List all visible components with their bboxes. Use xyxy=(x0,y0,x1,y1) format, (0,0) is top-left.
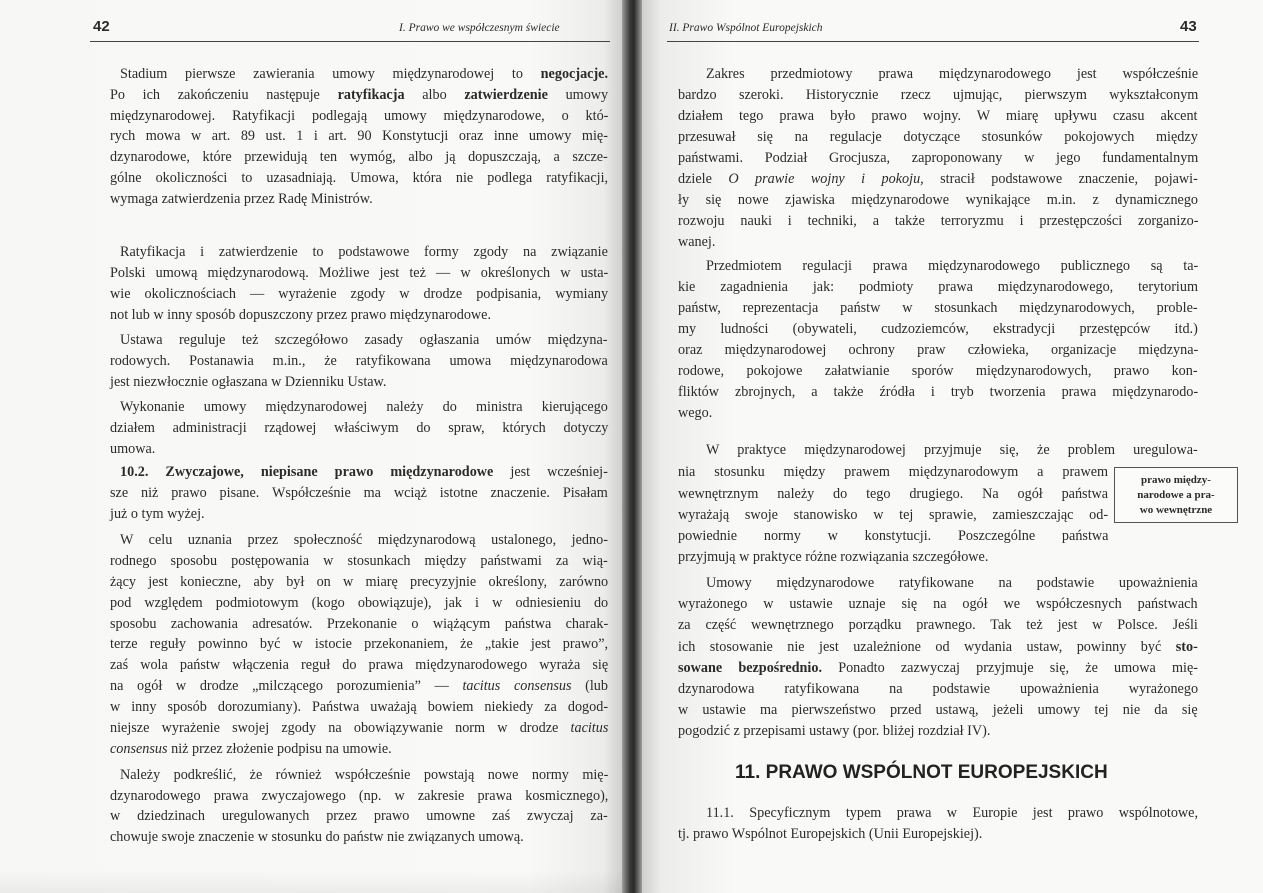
text-line: zaś wola państw włączenia reguł do prawa międzynarodowego wyraża się xyxy=(110,657,609,673)
margin-note-line: wo wewnętrzne xyxy=(1139,504,1213,516)
text-line: sposobu zachowania adresatów. Przekonanie o wiążącym państwa charak- xyxy=(110,616,609,632)
text-line: sze niż prawo pisane. Współcześnie ma wciąż istotne znaczenie. Pisałam xyxy=(110,485,608,501)
text-line: działem administracji rządowej właściwym do spraw, których dotyczy xyxy=(110,420,609,436)
text-line: chowuje swoje znaczenie w stosunku do państw nie związanych umową. xyxy=(110,829,524,845)
bold-text: 10.2. Zwyczajowe, niepisane prawo międzynarodowe xyxy=(120,464,494,480)
text-line: pod względem podmiotowym (kogo obowiązuje), jak i w odniesieniu do xyxy=(110,595,609,611)
text-line: bardzo szeroki. Historycznie rzecz ujmując, pierwszym wykształconym xyxy=(678,87,1199,103)
text-line: rodnego sposobu postępowania w stosunkach między państwami za wią- xyxy=(110,553,608,569)
page-number: 42 xyxy=(93,18,110,35)
text-line: umowa. xyxy=(110,441,156,457)
text-line: ły się nowe zjawiska międzynarodowe wynikające m.in. z dynamicznego xyxy=(678,192,1199,208)
margin-note-line: narodowe a pra- xyxy=(1137,489,1215,501)
text-line: terze reguły powinno być w istocie przekonaniem, że „takie jest prawo”, xyxy=(110,636,609,652)
text-line: w inny sposób dorozumiany). Państwa uważają bowiem niekiedy za dogod- xyxy=(110,699,609,715)
text-line: już o tym wyżej. xyxy=(110,506,205,522)
text-line: powiednie normy w konstytucji. Poszczególne państwa xyxy=(678,528,1109,544)
text-line: działem tego prawa było prawo wojny. W miarę upływu czasu akcent xyxy=(678,108,1198,124)
italic-text: tacitus xyxy=(570,720,609,736)
book-spine xyxy=(622,0,642,893)
italic-text: tacitus consensus xyxy=(462,678,572,694)
text-line: W praktyce międzynarodowej przyjmuje się, że problem uregulowa- xyxy=(706,442,1198,458)
text-line: consensus niż przez złożenie podpisu na umowie. xyxy=(110,741,392,757)
margin-note-line: prawo między- xyxy=(1141,474,1211,486)
text-line: Ratyfikacja i zatwierdzenie to podstawowe formy zgody na związanie xyxy=(120,244,608,260)
text-line: Po ich zakończeniu następuje ratyfikacja albo zatwierdzenie umowy xyxy=(110,87,609,103)
text-line: przyjmują w praktyce różne rozwiązania szczegółowe. xyxy=(678,549,989,565)
left-page xyxy=(0,0,622,893)
text-line: rodowych. Postanawia m.in., że ratyfikowana umowa międzynarodowa xyxy=(110,353,608,369)
text-line: wyrażonego w ustawie uznaje się na ogół we współczesnych państwach xyxy=(678,596,1198,612)
text-line: przesuwał się na regulacje dotyczące stosunków pokojowych między xyxy=(678,129,1198,145)
text-line: Polski umową międzynarodową. Możliwe jest też — w określonych w usta- xyxy=(110,265,609,281)
italic-text: consensus xyxy=(110,741,168,757)
text-line: Przedmiotem regulacji prawa międzynarodowego publicznego są ta- xyxy=(706,258,1199,274)
text-line: Ustawa reguluje też szczegółowo zasady ogłaszania umów międzyna- xyxy=(120,332,608,348)
text-line: oraz międzynarodowej ochrony praw człowieka, organizacje międzyna- xyxy=(678,342,1199,358)
text-line: państw, reprezentacja państw w stosunkach międzynarodowych, proble- xyxy=(678,300,1198,316)
text-line: dzynarodowego prawa zwyczajowego (np. w zakresie prawa kosmicznego), xyxy=(110,788,609,804)
text-line: wewnętrznym należy do tego drugiego. Na ogół państwa xyxy=(678,486,1109,502)
page-shadow xyxy=(0,870,622,893)
text-line: 11.1. Specyficznym typem prawa w Europie jest prawo wspólnotowe, xyxy=(706,805,1199,821)
text-line: w ustawie ma pierwszeństwo przed ustawą, jeżeli umowy tej nie da się xyxy=(678,702,1198,718)
text-line: za część wewnętrznego porządku prawnego. Tak też jest w Polsce. Jeśli xyxy=(678,617,1198,633)
text-line: Należy podkreślić, że również współcześnie powstają nowe normy mię- xyxy=(120,767,609,783)
text-line: ich stosowanie nie jest uzależnione od wydania ustaw, powinny być sto- xyxy=(678,639,1198,655)
text-line: sowane bezpośrednio. Ponadto zazwyczaj przyjmuje się, że umowa mię- xyxy=(678,660,1198,676)
text-line: dziele O prawie wojny i pokoju, stracił podstawowe znaczenie, pojawi- xyxy=(678,171,1198,187)
text-line: wymaga zatwierdzenia przez Radę Ministrów. xyxy=(110,191,373,207)
page-number: 43 xyxy=(1180,18,1197,35)
text-line: tj. prawo Wspólnot Europejskich (Unii Europejskiej). xyxy=(678,826,983,842)
italic-text: O prawie wojny i pokoju, xyxy=(728,171,924,187)
text-line: wyrażają swoje stanowisko w tej sprawie, zamieszczając od- xyxy=(678,507,1109,523)
text-line: niejsze wyrażenie swojej zgody na obowiązywanie norm w drodze tacitus xyxy=(110,720,609,736)
text-line: fliktów zbrojnych, a także źródła i tryb tworzenia prawa międzynarodo- xyxy=(678,384,1199,400)
bold-text: zatwierdzenie xyxy=(464,87,548,103)
text-line: gólne okoliczności to uzasadniają. Umowa, która nie podlega ratyfikacji, xyxy=(110,170,609,186)
text-line: rodowe, pokojowe załatwianie sporów międzynarodowych, prawo kon- xyxy=(678,363,1198,379)
bold-text: ratyfikacja xyxy=(337,87,405,103)
text-line: W celu uznania przez społeczność międzynarodową ustalonego, jedno- xyxy=(120,532,608,548)
text-line: kie zagadnienia jak: podmioty prawa międzynarodowego, terytorium xyxy=(678,279,1198,295)
running-header: I. Prawo we współczesnym świecie xyxy=(399,22,560,34)
text-line: Stadium pierwsze zawierania umowy międzynarodowej to negocjacje. xyxy=(120,66,609,82)
text-line: 10.2. Zwyczajowe, niepisane prawo międzynarodowe jest wcześniej- xyxy=(120,464,608,480)
chapter-heading: 11. PRAWO WSPÓLNOT EUROPEJSKICH xyxy=(735,762,1108,783)
bold-text: sto- xyxy=(1175,639,1198,655)
text-line: na ogół w drodze „milczącego porozumienia” — tacitus consensus (lub xyxy=(110,678,608,694)
text-line: my ludności (obywateli, cudzoziemców, ekstradycji przestępców itd.) xyxy=(678,321,1198,337)
text-line: nia stosunku między prawem międzynarodowym a prawem xyxy=(678,464,1109,480)
header-rule xyxy=(667,41,1199,42)
text-line: wego. xyxy=(678,405,713,421)
bold-text: sowane bezpośrednio. xyxy=(678,660,823,676)
text-line: międzynarodowej. Ratyfikacji podlegają umowy międzynarodowe, o któ- xyxy=(110,108,609,124)
text-line: w dziedzinach uregulowanych przez prawo umowne zaś zwyczaj za- xyxy=(110,808,608,824)
text-line: Zakres przedmiotowy prawa międzynarodowego jest współcześnie xyxy=(706,66,1199,82)
text-line: żący jest konieczne, aby był on w miarę precyzyjnie określony, zarówno xyxy=(110,574,609,590)
text-line: dzynarodowa ratyfikowana na podstawie upoważnienia wyrażonego xyxy=(678,681,1199,697)
header-rule xyxy=(90,41,610,42)
text-line: Wykonanie umowy międzynarodowej należy do ministra kierującego xyxy=(120,399,608,415)
text-line: wanej. xyxy=(678,234,716,250)
bold-text: negocjacje. xyxy=(540,66,609,82)
text-line: wie okolicznościach — wyrażenie zgody w drodze podpisania, wymiany xyxy=(110,286,609,302)
text-line: Umowy międzynarodowe ratyfikowane na podstawie upoważnienia xyxy=(706,575,1198,591)
running-header: II. Prawo Wspólnot Europejskich xyxy=(669,22,823,34)
text-line: pogodzić z przepisami ustawy (por. bliżej rozdział IV). xyxy=(678,723,991,739)
text-line: not lub w inny sposób dopuszczony przez prawo międzynarodowe. xyxy=(110,307,491,323)
margin-note xyxy=(1114,467,1238,523)
text-line: rych mowa w art. 89 ust. 1 i art. 90 Konstytucji oraz inne umowy mię- xyxy=(110,128,608,144)
text-line: jest niezwłocznie ogłaszana w Dzienniku Ustaw. xyxy=(110,374,387,390)
text-line: rozwoju nauki i techniki, a także terroryzmu i przestępczości zorganizo- xyxy=(678,213,1199,229)
text-line: państwami. Podział Grocjusza, zaproponowany w jego fundamentalnym xyxy=(678,150,1199,166)
text-line: dzynarodowe, które przewidują ten wymóg, albo ją dopuszczają, a szcze- xyxy=(110,149,608,165)
